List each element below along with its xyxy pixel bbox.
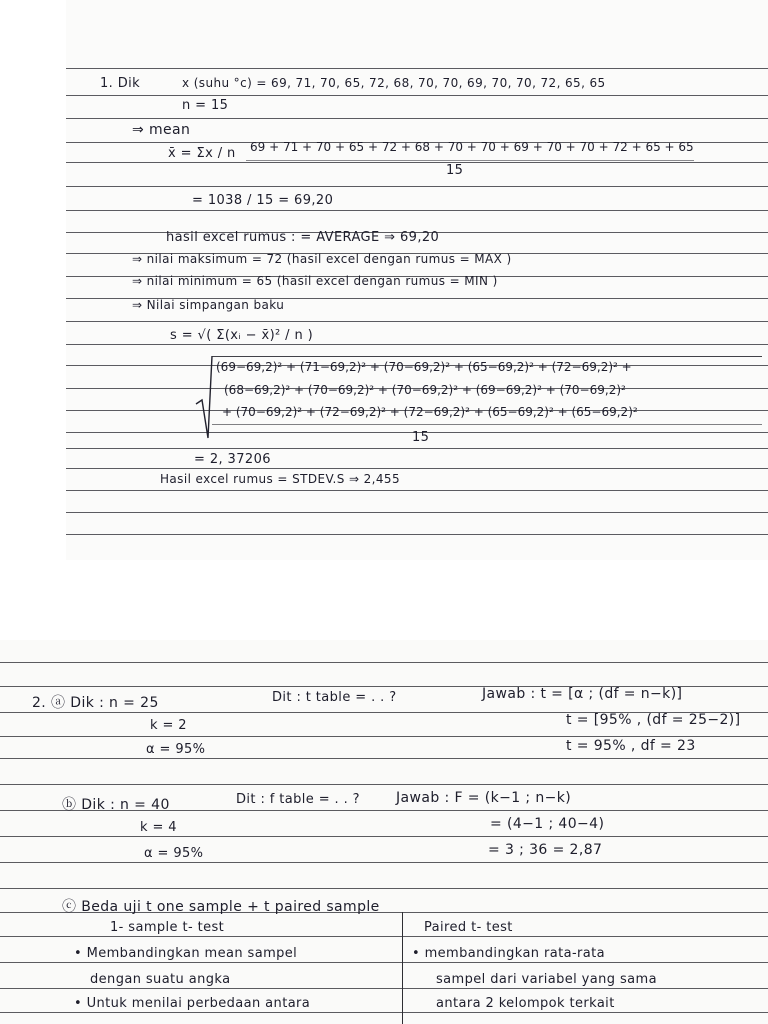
part-b-question: Dit : f table = . . ? (236, 792, 360, 807)
ruled-line (0, 962, 768, 963)
part-b-given-k: k = 4 (140, 820, 177, 835)
max-value: ⇒ nilai maksimum = 72 (hasil excel dengan rumus = MAX ) (132, 252, 512, 266)
ruled-line (66, 344, 768, 345)
std-dev-denominator: 15 (412, 430, 430, 445)
std-dev-terms-1: (69−69,2)² + (71−69,2)² + (70−69,2)² + (65−69,2)² + (72−69,2)² + (216, 360, 632, 374)
ruled-line (66, 210, 768, 211)
min-value: ⇒ nilai minimum = 65 (hasil excel dengan rumus = MIN ) (132, 274, 498, 288)
ruled-line (0, 736, 768, 737)
radical-bar (212, 356, 762, 357)
radical-sign-icon (194, 352, 214, 442)
mean-formula: x̄ = Σx / n (168, 146, 236, 161)
table-left-row: • Untuk menilai perbedaan antara (74, 996, 311, 1011)
part-a-answer-2: t = [95% , (df = 25−2)] (566, 712, 741, 728)
part-a-given-n: 2. ⓐ Dik : n = 25 (32, 695, 159, 711)
ruled-line (0, 988, 768, 989)
ruled-line (0, 836, 768, 837)
notebook-page-1 (66, 0, 768, 560)
ruled-line (66, 468, 768, 469)
sum-denominator: 15 (446, 163, 464, 178)
table-divider (402, 912, 403, 1024)
table-right-row: • membandingkan rata-rata (412, 946, 606, 961)
ruled-line (0, 862, 768, 863)
ruled-line (66, 490, 768, 491)
ruled-line (66, 448, 768, 449)
fraction-bar (212, 424, 762, 425)
ruled-line (66, 118, 768, 119)
part-a-given-alpha: α = 95% (146, 742, 206, 757)
table-header-right: Paired t- test (424, 920, 513, 935)
fraction-bar (246, 160, 694, 161)
sample-size: n = 15 (182, 98, 229, 113)
std-dev-terms-2: (68−69,2)² + (70−69,2)² + (70−69,2)² + (69−69,2)² + (70−69,2)² (224, 383, 626, 397)
ruled-line (66, 95, 768, 96)
problem-1-label: 1. Dik (100, 76, 141, 91)
ruled-line (0, 784, 768, 785)
part-a-question: Dit : t table = . . ? (272, 690, 397, 705)
excel-stdev-result: Hasil excel rumus = STDEV.S ⇒ 2,455 (160, 472, 400, 486)
part-b-given-n: ⓑ Dik : n = 40 (62, 797, 170, 813)
part-a-answer-3: t = 95% , df = 23 (566, 738, 696, 754)
ruled-line (0, 758, 768, 759)
sum-numerator: 69 + 71 + 70 + 65 + 72 + 68 + 70 + 70 + 69 + 70 + 70 + 72 + 65 + 65 (250, 140, 694, 154)
ruled-line (0, 888, 768, 889)
table-right-row: antara 2 kelompok terkait (436, 996, 615, 1011)
table-right-row: sampel dari variabel yang sama (436, 972, 657, 987)
part-c-title: ⓒ Beda uji t one sample + t paired sample (62, 899, 380, 915)
ruled-line (66, 534, 768, 535)
part-b-answer-2: = (4−1 ; 40−4) (490, 816, 605, 832)
mean-result: = 1038 / 15 = 69,20 (192, 193, 334, 208)
table-left-row: dengan suatu angka (90, 972, 231, 987)
part-b-answer-3: = 3 ; 36 = 2,87 (488, 842, 603, 858)
std-dev-terms-3: + (70−69,2)² + (72−69,2)² + (72−69,2)² + (65−69,2)² + (65−69,2)² (222, 405, 638, 419)
table-left-row: • Membandingkan mean sampel (74, 946, 298, 961)
ruled-line (0, 936, 768, 937)
table-header-left: 1- sample t- test (110, 920, 225, 935)
part-a-given-k: k = 2 (150, 718, 187, 733)
std-dev-result: = 2, 37206 (194, 452, 271, 467)
std-dev-formula: s = √( Σ(xᵢ − x̄)² / n ) (170, 328, 314, 343)
ruled-line (0, 662, 768, 663)
excel-average-result: hasil excel rumus : = AVERAGE ⇒ 69,20 (166, 230, 440, 245)
ruled-line (66, 186, 768, 187)
std-dev-heading: ⇒ Nilai simpangan baku (132, 298, 285, 312)
ruled-line (66, 162, 768, 163)
part-a-answer-1: Jawab : t = [α ; (df = n−k)] (482, 686, 683, 702)
ruled-line (66, 321, 768, 322)
notebook-page-2 (0, 640, 768, 1024)
part-b-given-alpha: α = 95% (144, 846, 204, 861)
ruled-line (66, 68, 768, 69)
mean-heading: ⇒ mean (132, 122, 191, 138)
part-b-answer-1: Jawab : F = (k−1 ; n−k) (396, 790, 572, 806)
data-list: x (suhu °c) = 69, 71, 70, 65, 72, 68, 70, 70, 69, 70, 70, 72, 65, 65 (182, 76, 606, 90)
ruled-line (0, 1012, 768, 1013)
ruled-line (66, 512, 768, 513)
